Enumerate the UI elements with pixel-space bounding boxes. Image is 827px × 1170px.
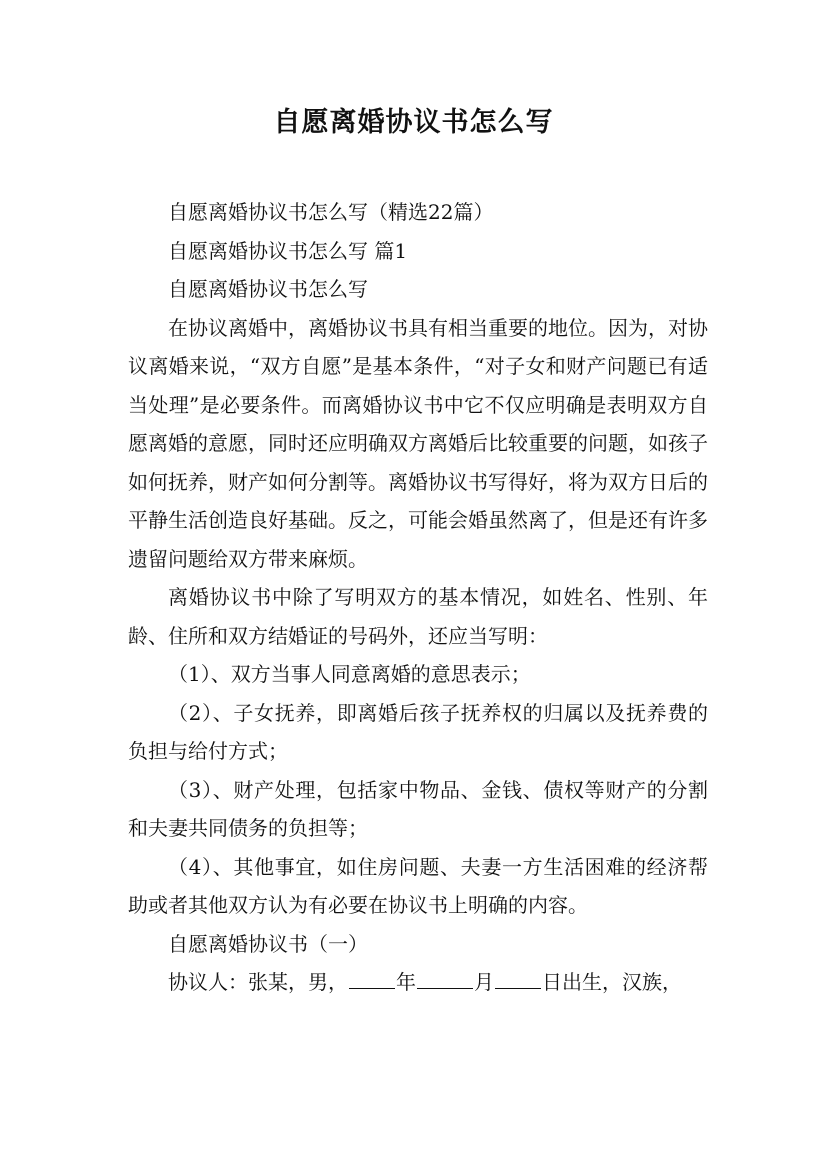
party-suffix: 日出生，汉族， <box>542 970 682 994</box>
month-label: 月 <box>474 970 494 994</box>
year-label: 年 <box>396 970 416 994</box>
paragraph-requirements: 离婚协议书中除了写明双方的基本情况，如姓名、性别、年龄、住所和双方结婚证的号码外，还应当写明： <box>128 585 708 648</box>
paragraph-subtitle: 自愿离婚协议书怎么写（精选22篇） <box>168 200 494 224</box>
paragraph-party-info <box>128 963 708 1002</box>
day-blank <box>495 966 541 989</box>
month-blank <box>417 966 473 989</box>
paragraph-section-heading: 自愿离婚协议书怎么写 篇1 <box>168 238 408 263</box>
party-prefix: 协议人：张某，男， <box>168 970 348 994</box>
year-blank <box>349 966 395 989</box>
paragraph-heading: 自愿离婚协议书怎么写 <box>168 277 368 301</box>
document-body <box>128 193 708 1002</box>
paragraph-intro: 在协议离婚中，离婚协议书具有相当重要的地位。因为，对协议离婚来说，“双方自愿”是基本条件，“对子女和财产问题已有适当处理”是必要条件。而离婚协议书中它不仅应明确是表明双方自愿离婚的意愿，同时还应明确双方离婚后比较重要的问题，如孩子如何抚养，财产如何分割等。离婚协议书写得好，将为双方日后的平静生活创造良好基础。反之，可能会婚虽然离了，但是还有许多遗留问题给双方带来麻烦。 <box>128 315 708 571</box>
list-item-3: （3）、财产处理，包括家中物品、金钱、债权等财产的分割和夫妻共同债务的负担等； <box>128 777 708 840</box>
paragraph-agreement-heading: 自愿离婚协议书（一） <box>168 931 368 956</box>
list-item-4: （4）、其他事宜，如住房问题、夫妻一方生活困难的经济帮助或者其他双方认为有必要在协议书上明确的内容。 <box>128 854 708 917</box>
list-item-1: （1）、双方当事人同意离婚的意思表示； <box>168 662 531 686</box>
list-item-2: （2）、子女抚养，即离婚后孩子抚养权的归属以及抚养费的负担与给付方式； <box>128 700 708 763</box>
document-title: 自愿离婚协议书怎么写 <box>273 107 554 138</box>
